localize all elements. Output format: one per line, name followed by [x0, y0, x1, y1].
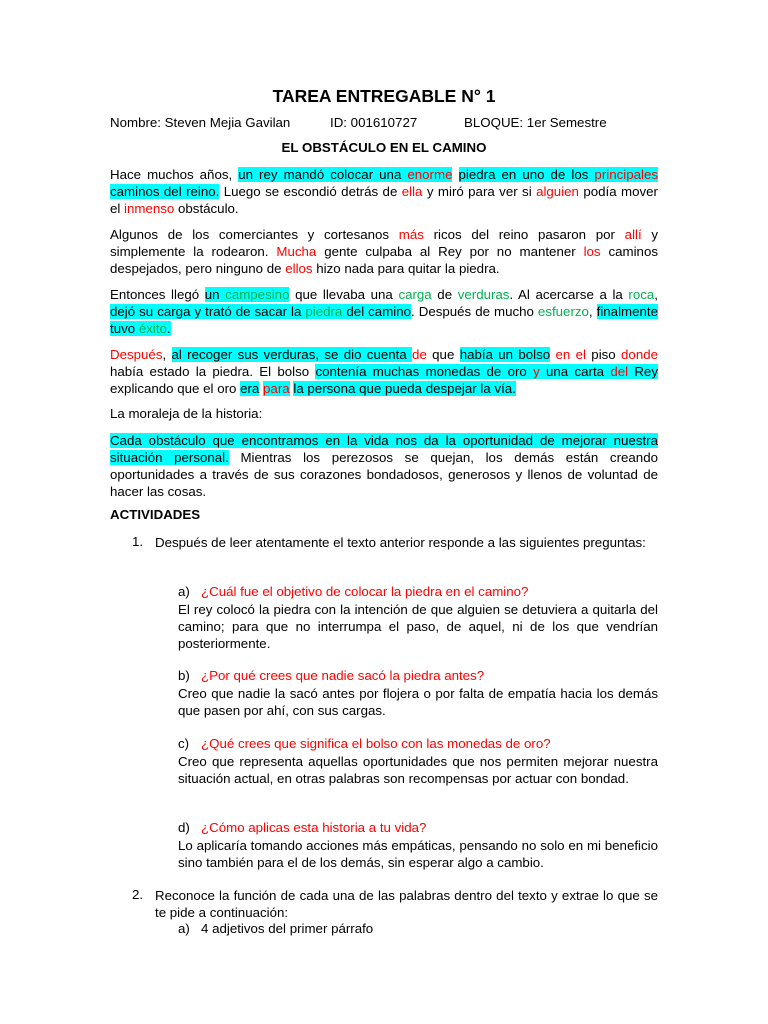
question-d: ¿Cómo aplicas esta historia a tu vida?: [201, 820, 427, 835]
question-b: ¿Por qué crees que nadie sacó la piedra antes?: [201, 668, 485, 683]
activity-1-number: 1.: [132, 534, 144, 549]
answer-b: Creo que nadie la sacó antes por flojera o por falta de empatía hacia los demás que pasen por ahí, con sus cargas.: [178, 686, 658, 718]
text-run: que llevaba una: [289, 287, 399, 302]
text-run: Algunos de los comerciantes y cortesanos: [110, 227, 399, 242]
text-run: esfuerzo: [537, 304, 589, 319]
text-run: . Después de mucho: [411, 304, 538, 319]
activity-1-text: Después de leer atentamente el texto anterior responde a las siguientes preguntas:: [155, 535, 646, 550]
text-run: [452, 167, 458, 182]
text-run: Cada obstáculo que encontramos en la vida nos da la oportunidad de mejorar nuestra situación personal.: [110, 433, 658, 465]
text-run: había un bolso: [459, 347, 551, 362]
text-run: había estado la piedra. El bolso: [110, 364, 316, 379]
question-b-label: b): [178, 668, 190, 683]
answer-c: Creo que representa aquellas oportunidades que nos permiten mejorar nuestra situación actual, en otras palabras son recompensas por actuar con bondad.: [178, 754, 658, 786]
text-run: inmenso: [124, 201, 175, 216]
answer-d: Lo aplicaría tomando acciones más empáticas, pensando no solo en mi beneficio sino también para el de los demás, sin esperar algo a cambio.: [178, 838, 658, 870]
story-paragraph-4: [110, 346, 658, 397]
story-paragraph-2: [110, 226, 658, 277]
text-run: Luego se escondió detrás de: [219, 184, 402, 199]
text-run: podía mover el: [110, 184, 658, 216]
text-run: era: [240, 381, 260, 396]
text-run: al recoger sus verduras, se dio cuenta: [171, 347, 413, 362]
text-run: hizo nada para quitar la piedra.: [312, 261, 500, 276]
activity-2-text: Reconoce la función de cada una de las palabras dentro del texto y extrae lo que se te pide a continuación:: [155, 888, 658, 920]
text-run: finalmente tuvo: [110, 304, 658, 336]
story-paragraph-1: [110, 166, 658, 217]
text-run: de: [431, 287, 458, 302]
text-run: Mientras los perezosos se quejan, los demás están creando oportunidades a través de sus corazones bondadosos, generosos y llenos de voluntad de hacer las cosas.: [110, 450, 658, 499]
text-run: enorme: [407, 167, 453, 182]
student-id: ID: 001610727: [330, 115, 418, 130]
text-run: para: [263, 381, 290, 396]
text-run: un: [204, 287, 226, 302]
text-run: explicando que el oro: [110, 381, 241, 396]
text-run: campesino: [225, 287, 290, 302]
text-run: gente culpaba al Rey por no mantener: [316, 244, 584, 259]
story-paragraph-3: [110, 286, 658, 337]
text-run: Mucha: [276, 244, 317, 259]
text-run: contenía muchas monedas de oro: [315, 364, 534, 379]
text-run: los: [583, 244, 601, 259]
text-run: Rey: [628, 364, 658, 379]
text-run: y miró para ver si: [422, 184, 537, 199]
text-run: en el: [555, 347, 586, 362]
question-a: ¿Cuál fue el objetivo de colocar la piedra en el camino?: [201, 584, 529, 599]
text-run: del camino: [342, 304, 412, 319]
text-run: caminos del reino.: [110, 184, 220, 199]
text-run: un rey mandó colocar una: [238, 167, 408, 182]
text-run: ,: [162, 347, 172, 362]
text-run: una carta: [539, 364, 611, 379]
text-run: de: [412, 347, 427, 362]
answer-a: El rey colocó la piedra con la intención de que alguien se detuviera a quitarla del camino; para que no interrumpa el paso, de aquel, ni de los que vendrían posteriormente.: [178, 602, 658, 651]
text-run: éxito: [138, 321, 167, 336]
text-run: ellos: [285, 261, 313, 276]
text-run: y: [533, 364, 540, 379]
question-c: ¿Qué crees que significa el bolso con las monedas de oro?: [201, 736, 551, 751]
text-run: . Al acercarse a la: [509, 287, 629, 302]
text-run: Después: [110, 347, 163, 362]
text-run: del: [610, 364, 629, 379]
text-run: y simplemente la rodearon.: [110, 227, 659, 259]
text-run: más: [398, 227, 424, 242]
text-run: ,: [588, 304, 597, 319]
text-run: ella: [401, 184, 423, 199]
text-run: caminos despejados, pero ninguno de: [110, 244, 658, 276]
text-run: piso: [585, 347, 622, 362]
question-d-label: d): [178, 820, 190, 835]
text-run: donde: [621, 347, 659, 362]
text-run: piedra: [305, 304, 343, 319]
text-run: la persona que pueda despejar la vía.: [293, 381, 516, 396]
text-run: verduras: [457, 287, 510, 302]
text-run: ricos del reino pasaron por: [423, 227, 625, 242]
text-run: allí: [624, 227, 642, 242]
text-run: La moraleja de la historia:: [110, 406, 263, 421]
moral-label: [110, 405, 658, 422]
text-run: ,: [654, 287, 658, 302]
text-run: que: [426, 347, 460, 362]
text-run: piedra en uno de los: [458, 167, 595, 182]
text-run: .: [166, 321, 171, 336]
student-name: Nombre: Steven Mejia Gavilan: [110, 115, 291, 130]
question-c-label: c): [178, 736, 190, 751]
text-run: Hace muchos años,: [110, 167, 239, 182]
question-a-label: a): [178, 584, 190, 599]
text-run: dejó su carga y trató de sacar la: [110, 304, 306, 319]
story-heading: EL OBSTÁCULO EN EL CAMINO: [281, 140, 487, 155]
activities-heading: ACTIVIDADES: [110, 507, 201, 522]
text-run: principales: [594, 167, 658, 182]
activity-2-sub-label: a): [178, 921, 190, 936]
text-run: roca: [628, 287, 655, 302]
student-block: BLOQUE: 1er Semestre: [464, 115, 607, 130]
text-run: obstáculo.: [174, 201, 239, 216]
document-title: TAREA ENTREGABLE N° 1: [272, 86, 496, 106]
activity-2-sub-text: 4 adjetivos del primer párrafo: [201, 921, 374, 936]
text-run: carga: [398, 287, 432, 302]
text-run: alguien: [536, 184, 579, 199]
moral-paragraph: [110, 432, 658, 500]
text-run: Entonces llegó: [110, 287, 205, 302]
activity-2-number: 2.: [132, 887, 144, 902]
